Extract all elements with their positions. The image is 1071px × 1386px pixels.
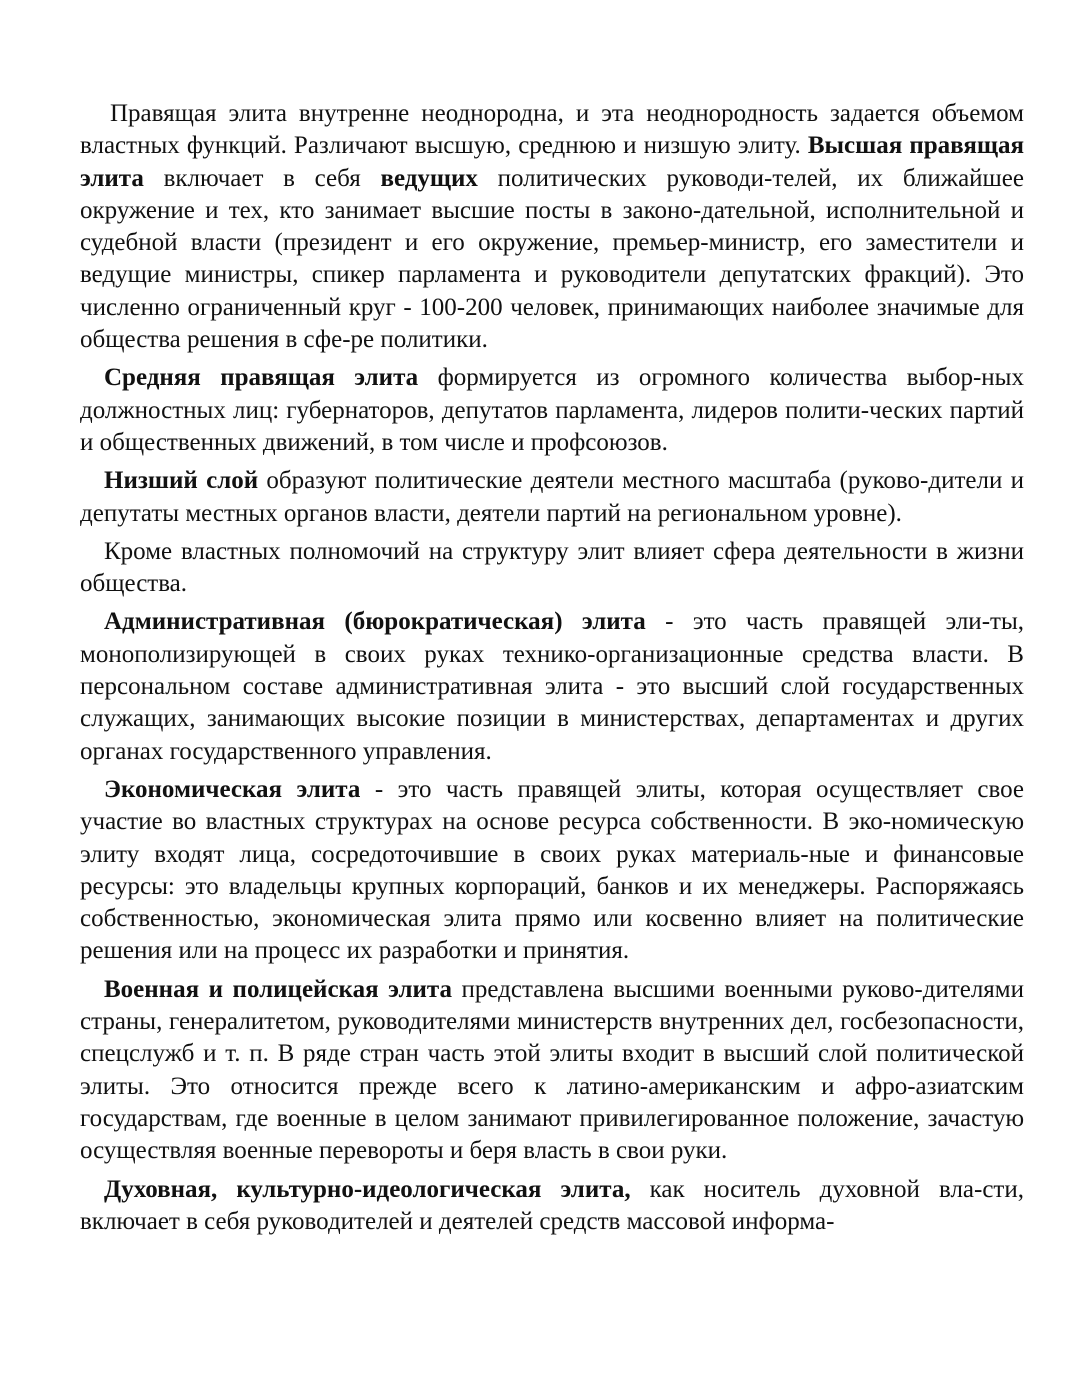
paragraph-economic-elite [80,774,1024,968]
term-lower-layer: Низший слой [104,467,259,495]
paragraph-sphere-of-activity [80,536,1024,601]
term-military-police-elite: Военная и полицейская элита [104,975,452,1003]
term-spiritual-elite: Духовная, культурно-идеологическая элита, [104,1175,631,1203]
term-highest-ruling-elite: Высшая правящая элита [80,132,1024,192]
term-leading: ведущих [380,164,478,192]
paragraph-text: представлена высшими военными руково-дителями страны, генералитетом, руководителями министерств внутренних дел, госбезопасности, спецслужб и т. п. В ряде стран часть этой элиты входит в высший слой политической элиты. Это относится прежде всего к латино-американским и афро-азиатским государствам, где военные в целом занимают привилегированное положение, зачастую осуществляя военные перевороты и беря власть в свои руки. [80,975,1024,1165]
term-middle-ruling-elite: Средняя правящая элита [104,364,419,392]
term-administrative-elite: Административная (бюрократическая) элита [104,608,646,636]
paragraph-administrative-elite [80,606,1024,767]
term-economic-elite: Экономическая элита [104,775,361,803]
paragraph-text: включает в себя [143,164,381,192]
paragraph-text: формируется из огромного количества выбор-ных должностных лиц: губернаторов, депутатов парламента, лидеров полити-ческих партий и общественных движений, в том числе и профсоюзов. [80,364,1024,456]
paragraph-ruling-elite [80,98,1024,356]
paragraph-text: образуют политические деятели местного масштаба (руково-дители и депутаты местных органов власти, деятели партий на региональном уровне). [80,467,1025,527]
paragraph-text: Правящая элита внутренне неоднородна, и эта неоднородность задается объемом властных функций. Различают высшую, среднюю и низшую элиту. [80,100,1024,160]
document-page [80,98,1024,1238]
paragraph-text: - это часть правящей эли-ты, монополизирующей в своих руках технико-организационные средства власти. В персональном составе административная элита - это высший слой государственных служащих, занимающих высокие позиции в министерствах, департаментах и других органах государственного управления. [80,608,1024,765]
paragraph-text: как носитель духовной вла-сти, включает в себя руководителей и деятелей средств массовой информа- [80,1175,1024,1235]
paragraph-text: политических руководи-телей, их ближайшее окружение и тех, кто занимает высшие посты в законо-дательной, исполнительной и судебной власти (президент и его окружение, премьер-министр, его заместители и ведущие министры, спикер парламента и руководители депутатских фракций). Это численно ограниченный круг - 100-200 человек, принимающих наиболее значимые для общества решения в сфе-ре политики. [80,164,1024,354]
paragraph-lower-layer [80,465,1024,530]
paragraph-military-elite [80,974,1024,1168]
paragraph-spiritual-elite [80,1174,1024,1239]
paragraph-middle-elite [80,362,1024,459]
paragraph-text: - это часть правящей элиты, которая осуществляет свое участие во властных структурах на основе ресурса собственности. В эко-номическую элиту входят лица, сосредоточившие в своих руках материаль-ные и финансовые ресурсы: это владельцы крупных корпораций, банков и их менеджеры. Распоряжаясь собственностью, экономическая элита прямо или косвенно влияет на политические решения или на процесс их разработки и принятия. [80,775,1024,965]
paragraph-text: Кроме властных полномочий на структуру элит влияет сфера деятельности в жизни общества. [80,537,1024,598]
